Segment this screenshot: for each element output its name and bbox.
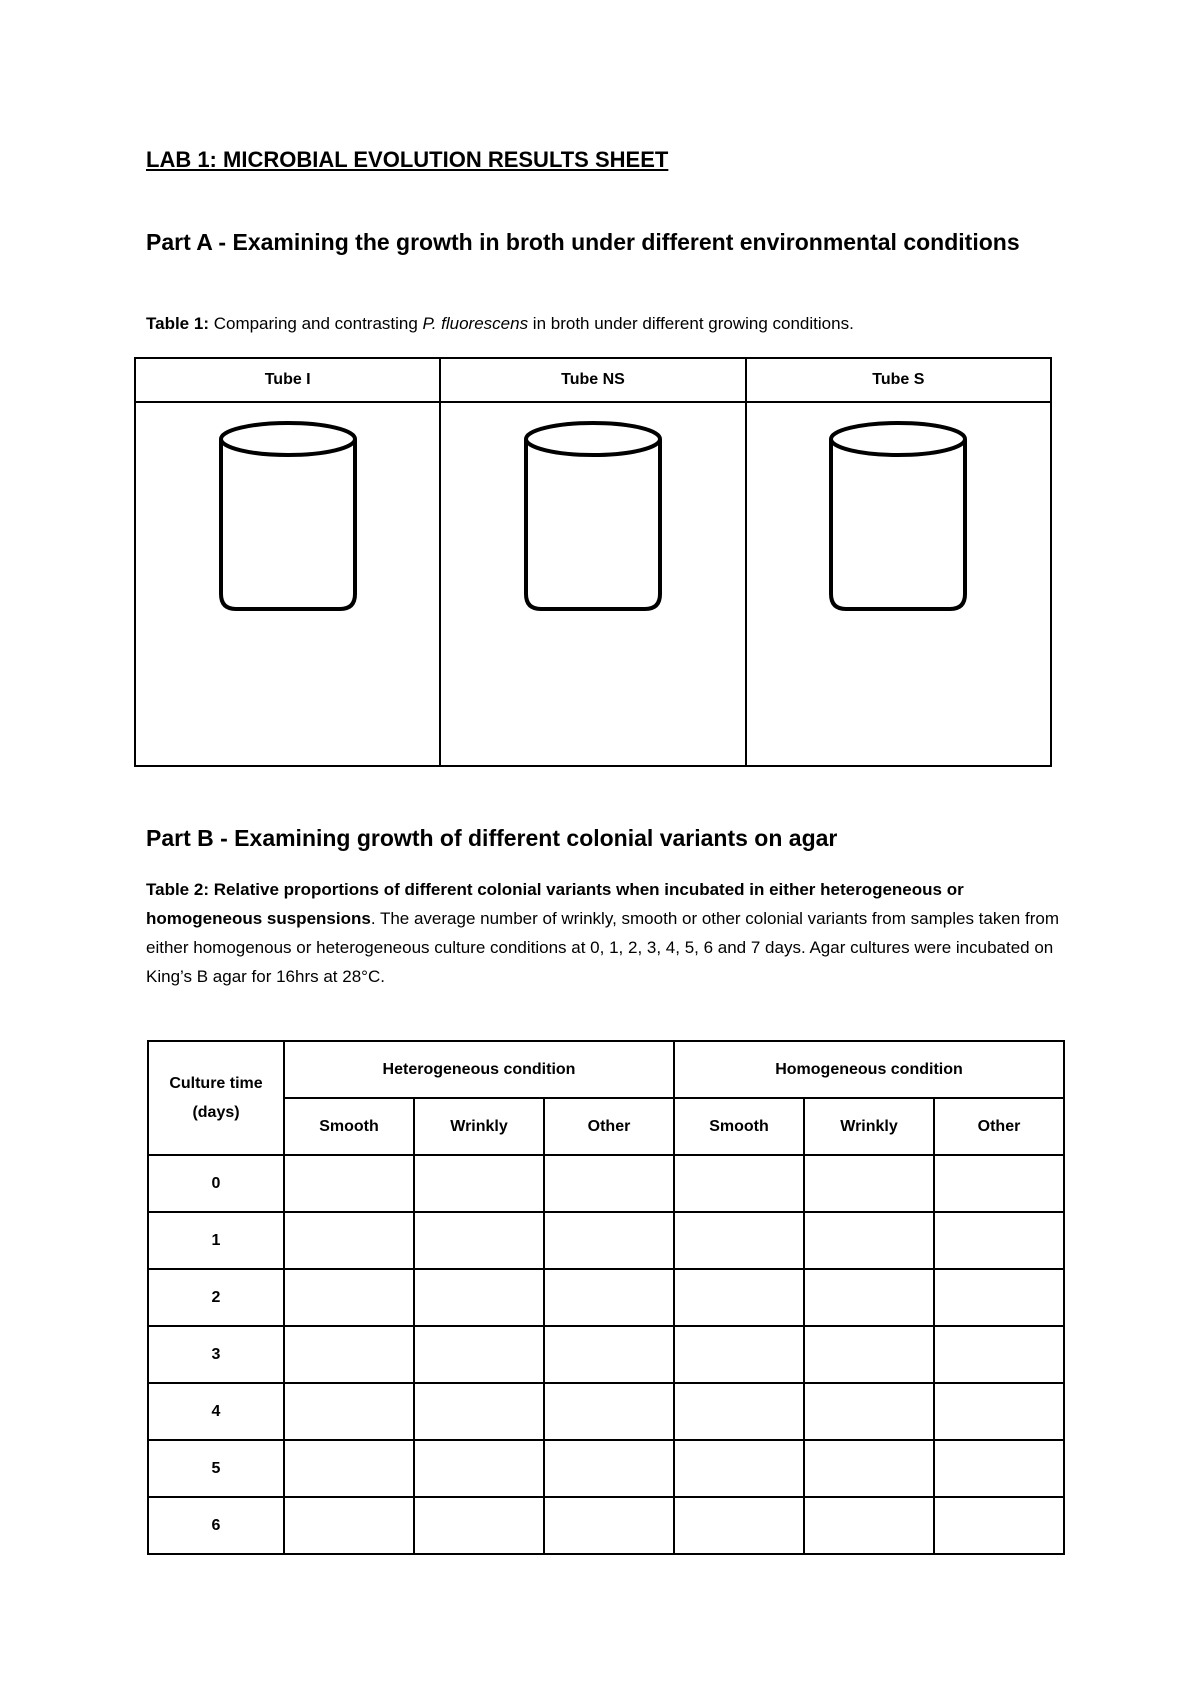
tube-i-header: Tube I [135,358,440,402]
entry-cell[interactable] [414,1383,544,1440]
entry-cell[interactable] [544,1383,674,1440]
het-smooth-header: Smooth [284,1098,414,1155]
entry-cell[interactable] [674,1497,804,1554]
tube-s-icon [823,419,973,619]
heterogeneous-header: Heterogeneous condition [284,1041,674,1098]
tube-ns-cell[interactable] [440,402,745,766]
tube-s-header: Tube S [746,358,1051,402]
entry-cell[interactable] [414,1155,544,1212]
entry-cell[interactable] [674,1440,804,1497]
tube-ns-header: Tube NS [440,358,745,402]
tube-s-cell[interactable] [746,402,1051,766]
part-a-heading: Part A - Examining the growth in broth under different environmental conditions [146,229,1020,255]
entry-cell[interactable] [414,1212,544,1269]
entry-cell[interactable] [544,1155,674,1212]
day-label: 5 [148,1440,284,1497]
entry-cell[interactable] [804,1440,934,1497]
entry-cell[interactable] [414,1497,544,1554]
entry-cell[interactable] [414,1326,544,1383]
tube-i-icon [213,419,363,619]
entry-cell[interactable] [934,1440,1064,1497]
table-1-header-row [135,358,1051,402]
entry-cell[interactable] [934,1326,1064,1383]
day-label: 6 [148,1497,284,1554]
document-title: LAB 1: MICROBIAL EVOLUTION RESULTS SHEET [146,147,669,172]
entry-cell[interactable] [544,1269,674,1326]
entry-cell[interactable] [284,1383,414,1440]
day-label: 1 [148,1212,284,1269]
entry-cell[interactable] [284,1212,414,1269]
table-row [148,1155,1064,1212]
table-1-caption [146,314,854,334]
table-2-subheader-row [148,1098,1064,1155]
table-row [148,1383,1064,1440]
entry-cell[interactable] [544,1326,674,1383]
entry-cell[interactable] [674,1212,804,1269]
entry-cell[interactable] [934,1212,1064,1269]
table-1-label: Table 1: [146,314,209,333]
entry-cell[interactable] [934,1383,1064,1440]
table-row [148,1212,1064,1269]
entry-cell[interactable] [934,1155,1064,1212]
entry-cell[interactable] [284,1326,414,1383]
homogeneous-header: Homogeneous condition [674,1041,1064,1098]
hom-wrinkly-header: Wrinkly [804,1098,934,1155]
table-1-species: P. fluorescens [422,314,529,333]
entry-cell[interactable] [674,1326,804,1383]
table-row [148,1269,1064,1326]
entry-cell[interactable] [804,1326,934,1383]
entry-cell[interactable] [544,1212,674,1269]
table-row [148,1497,1064,1554]
table-2-caption [146,875,1066,991]
day-label: 0 [148,1155,284,1212]
entry-cell[interactable] [284,1440,414,1497]
entry-cell[interactable] [544,1497,674,1554]
entry-cell[interactable] [674,1155,804,1212]
entry-cell[interactable] [544,1440,674,1497]
entry-cell[interactable] [284,1155,414,1212]
tube-i-cell[interactable] [135,402,440,766]
tube-ns-icon [518,419,668,619]
entry-cell[interactable] [284,1497,414,1554]
day-label: 4 [148,1383,284,1440]
table-1-caption-pre: Comparing and contrasting [208,314,423,333]
table-1-drawing-row [135,402,1051,766]
culture-time-header: Culture time (days) [148,1041,284,1155]
entry-cell[interactable] [414,1269,544,1326]
table-2 [147,1040,1065,1555]
entry-cell[interactable] [674,1269,804,1326]
table-1-caption-post: in broth under different growing conditions. [528,314,854,333]
hom-other-header: Other [934,1098,1064,1155]
entry-cell[interactable] [804,1269,934,1326]
entry-cell[interactable] [414,1440,544,1497]
table-1 [134,357,1052,767]
hom-smooth-header: Smooth [674,1098,804,1155]
het-wrinkly-header: Wrinkly [414,1098,544,1155]
table-2-caption-rest: . The average number of wrinkly, smooth or other colonial variants from samples taken from either homogenous or heterogeneous culture conditions at 0, 1, 2, 3, 4, 5, 6 and 7 days. Agar cultures were incubated on King’s B agar for 16hrs at 28°C. [146,909,1059,986]
day-label: 2 [148,1269,284,1326]
table-2-group-header-row [148,1041,1064,1098]
entry-cell[interactable] [674,1383,804,1440]
table-row [148,1440,1064,1497]
entry-cell[interactable] [934,1497,1064,1554]
entry-cell[interactable] [804,1383,934,1440]
entry-cell[interactable] [934,1269,1064,1326]
part-b-heading: Part B - Examining growth of different colonial variants on agar [146,825,838,851]
day-label: 3 [148,1326,284,1383]
entry-cell[interactable] [804,1155,934,1212]
entry-cell[interactable] [804,1497,934,1554]
table-2-caption-bold: Table 2: Relative proportions of different colonial variants when incubated in either heterogeneous or homogeneous suspensions [146,880,964,928]
entry-cell[interactable] [284,1269,414,1326]
entry-cell[interactable] [804,1212,934,1269]
het-other-header: Other [544,1098,674,1155]
table-row [148,1326,1064,1383]
